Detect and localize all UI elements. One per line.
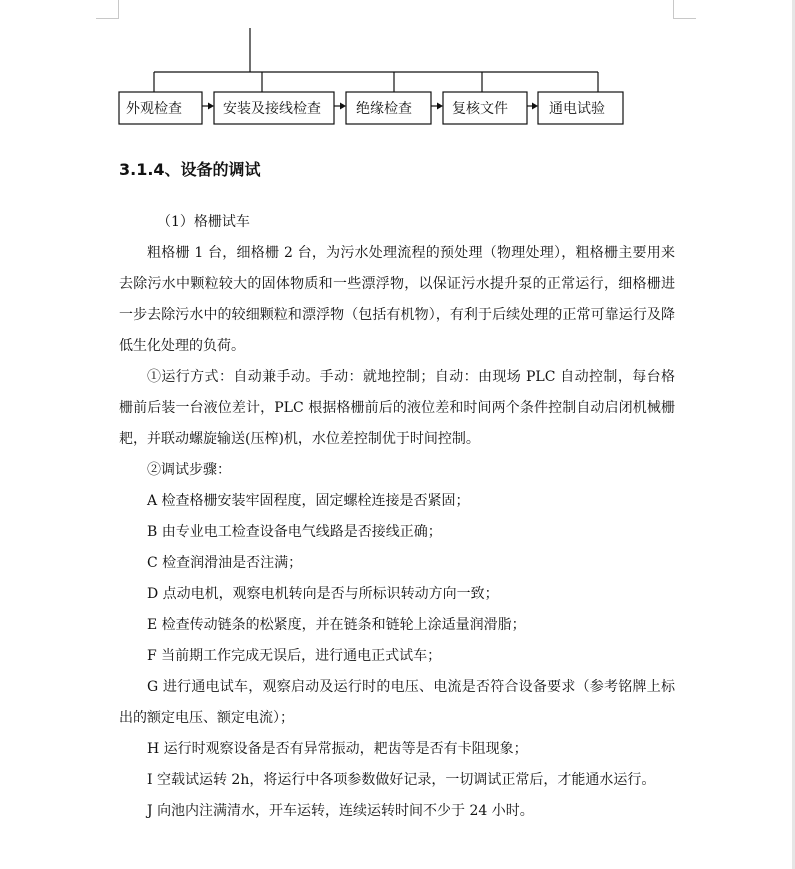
step-item-i: I 空载试运转 2h，将运行中各项参数做好记录，一切调试正常后，才能通水运行。 [147,772,656,788]
flow-box-label: 复核文件 [452,101,508,117]
flow-box-label: 外观检查 [126,101,182,117]
step-item-c: C 检查润滑油是否注满； [147,555,303,571]
flow-box-label: 通电试验 [549,101,605,117]
paragraph-steps-title: ②调试步骤： [147,462,231,478]
arrowhead-icon [532,103,538,110]
arrowhead-icon [437,103,443,110]
section-body [119,207,675,827]
section-heading: 3.1.4、设备的调试 [119,160,261,179]
step-item-g: G 进行通电试车，观察启动及运行时的电压、电流是否符合设备要求（参考铭牌上标出的额定电压、额定电流）； [119,679,675,726]
step-item-j: J 向池内注满清水，开车运转，连续运转时间不少于 24 小时。 [147,803,534,819]
paragraph-operation-mode: ①运行方式：自动兼手动。手动：就地控制；自动：由现场 PLC 自动控制，每台格栅前后装一台液位差计，PLC 根据格栅前后的液位差和时间两个条件控制自动启闭机械栅耙，并联动螺旋输送(压榨)机，水位差控制优于时间控制。 [119,369,675,447]
flow-box-label: 绝缘检查 [356,101,412,117]
arrowhead-icon [340,103,346,110]
arrowhead-icon [208,103,214,110]
step-item-d: D 点动电机，观察电机转向是否与所标识转动方向一致； [147,586,499,602]
step-item-h: H 运行时观察设备是否有异常振动，耙齿等是否有卡阻现象； [147,741,528,757]
step-item-b: B 由专业电工检查设备电气线路是否接线正确； [147,524,442,540]
inspection-flowchart [0,0,795,140]
step-item-f: F 当前期工作完成无误后，进行通电正式试车； [147,648,442,664]
paragraph-intro: 粗格栅 1 台，细格栅 2 台，为污水处理流程的预处理（物理处理），粗格栅主要用来去除污水中颗粒较大的固体物质和一些漂浮物，以保证污水提升泵的正常运行，细格栅进一步去除污水中的较细颗粒和漂浮物（包括有机物），有利于后续处理的正常可靠运行及降低生化处理的负荷。 [119,245,675,354]
flow-box-label: 安装及接线检查 [223,101,321,117]
step-item-e: E 检查传动链条的松紧度，并在链条和链轮上涂适量润滑脂； [147,617,526,633]
subheading: （1）格栅试车 [157,214,250,230]
step-item-a: A 检查格栅安装牢固程度，固定螺栓连接是否紧固； [147,493,470,509]
